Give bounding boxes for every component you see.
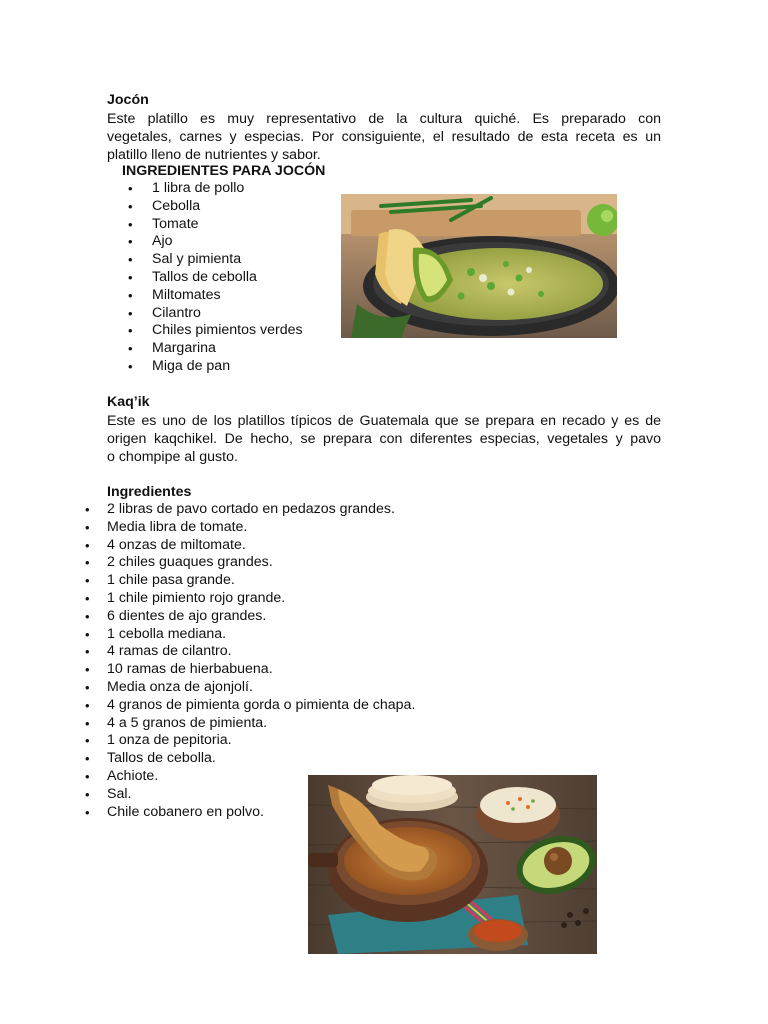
bullet-icon: •: [85, 555, 90, 571]
list-item: • 1 chile pimiento rojo grande.: [85, 589, 286, 606]
bullet-icon: •: [128, 252, 133, 268]
kaqik-description-line: Este es uno de los platillos típicos de Guatemala que se prepara en recado y es de: [107, 413, 661, 429]
bullet-icon: •: [128, 216, 133, 232]
list-item: • Margarina: [128, 340, 216, 357]
jocon-photo: [341, 194, 617, 338]
kaqik-description: [107, 412, 661, 466]
list-item: • Sal y pimienta: [128, 251, 242, 268]
bullet-icon: •: [85, 697, 90, 713]
bullet-icon: •: [85, 644, 90, 660]
kaqik-dish-illustration: [308, 775, 597, 954]
bullet-icon: •: [128, 181, 133, 196]
list-item: • Miltomates: [128, 286, 221, 303]
list-item: • 2 chiles guaques grandes.: [85, 554, 273, 571]
list-item: • 10 ramas de hierbabuena.: [85, 661, 273, 678]
list-item: • Miga de pan: [128, 357, 231, 374]
list-item: • Sal.: [85, 785, 132, 802]
jocon-description: [107, 110, 661, 164]
list-item: • 4 a 5 granos de pimienta.: [85, 714, 268, 731]
bullet-icon: •: [128, 323, 133, 339]
bullet-icon: •: [85, 590, 90, 606]
jocon-ingredients-list: [128, 180, 303, 376]
kaqik-photo: [308, 775, 597, 954]
list-item: • Tallos de cebolla: [128, 268, 257, 285]
bullet-icon: •: [128, 269, 133, 285]
jocon-description-line: Este platillo es muy representativo de la cultura quiché. Es preparado con: [107, 111, 661, 127]
bullet-icon: •: [85, 786, 90, 802]
bullet-icon: •: [128, 287, 133, 303]
bullet-icon: •: [128, 358, 133, 374]
list-item: • 1 libra de pollo: [128, 180, 245, 196]
list-item: • 4 ramas de cilantro.: [85, 643, 232, 660]
list-item: • 1 onza de pepitoria.: [85, 732, 232, 749]
list-item: • Ajo: [128, 233, 173, 250]
list-item: • 6 dientes de ajo grandes.: [85, 607, 267, 624]
bullet-icon: •: [85, 662, 90, 678]
bullet-icon: •: [85, 502, 90, 517]
list-item: • Chiles pimientos verdes: [128, 322, 303, 339]
kaqik-ingredients-list: [85, 501, 416, 821]
bullet-icon: •: [128, 234, 133, 250]
bullet-icon: •: [85, 537, 90, 553]
jocon-dish-illustration: [341, 194, 617, 338]
kaqik-description-line: origen kaqchikel. De hecho, se prepara con diferentes especias, vegetales y pavo: [107, 431, 661, 447]
list-item: • 1 cebolla mediana.: [85, 625, 227, 642]
list-item: • Media libra de tomate.: [85, 518, 248, 535]
jocon-ingredients-heading: INGREDIENTES PARA JOCÓN: [122, 163, 326, 179]
list-item: • Tallos de cebolla.: [85, 750, 216, 767]
bullet-icon: •: [85, 751, 90, 767]
list-item: • Cebolla: [128, 197, 201, 214]
bullet-icon: •: [85, 733, 90, 749]
jocon-description-line: platillo lleno de nutrientes y sabor.: [107, 147, 321, 163]
jocon-description-line: vegetales, carnes y especias. Por consiguiente, el resultado de esta receta es un: [107, 129, 661, 145]
list-item: • Achiote.: [85, 767, 159, 784]
list-item: • 2 libras de pavo cortado en pedazos grandes.: [85, 501, 395, 517]
kaqik-description-line: o chompipe al gusto.: [107, 449, 238, 465]
list-item: • Tomate: [128, 215, 199, 232]
bullet-icon: •: [85, 768, 90, 784]
list-item: • Chile cobanero en polvo.: [85, 803, 264, 820]
bullet-icon: •: [128, 305, 133, 321]
bullet-icon: •: [85, 573, 90, 589]
list-item: • 1 chile pasa grande.: [85, 572, 235, 589]
bullet-icon: •: [85, 804, 90, 820]
list-item: • 4 granos de pimienta gorda o pimienta de chapa.: [85, 696, 416, 713]
jocon-title: Jocón: [107, 92, 149, 108]
bullet-icon: •: [85, 679, 90, 695]
bullet-icon: •: [128, 198, 133, 214]
bullet-icon: •: [85, 626, 90, 642]
bullet-icon: •: [85, 608, 90, 624]
list-item: • Cilantro: [128, 304, 201, 321]
list-item: • Media onza de ajonjolí.: [85, 678, 253, 695]
bullet-icon: •: [128, 341, 133, 357]
bullet-icon: •: [85, 519, 90, 535]
bullet-icon: •: [85, 715, 90, 731]
list-item: • 4 onzas de miltomate.: [85, 536, 246, 553]
kaqik-title: Kaq’ik: [107, 394, 150, 410]
kaqik-ingredients-heading: Ingredientes: [107, 484, 192, 500]
